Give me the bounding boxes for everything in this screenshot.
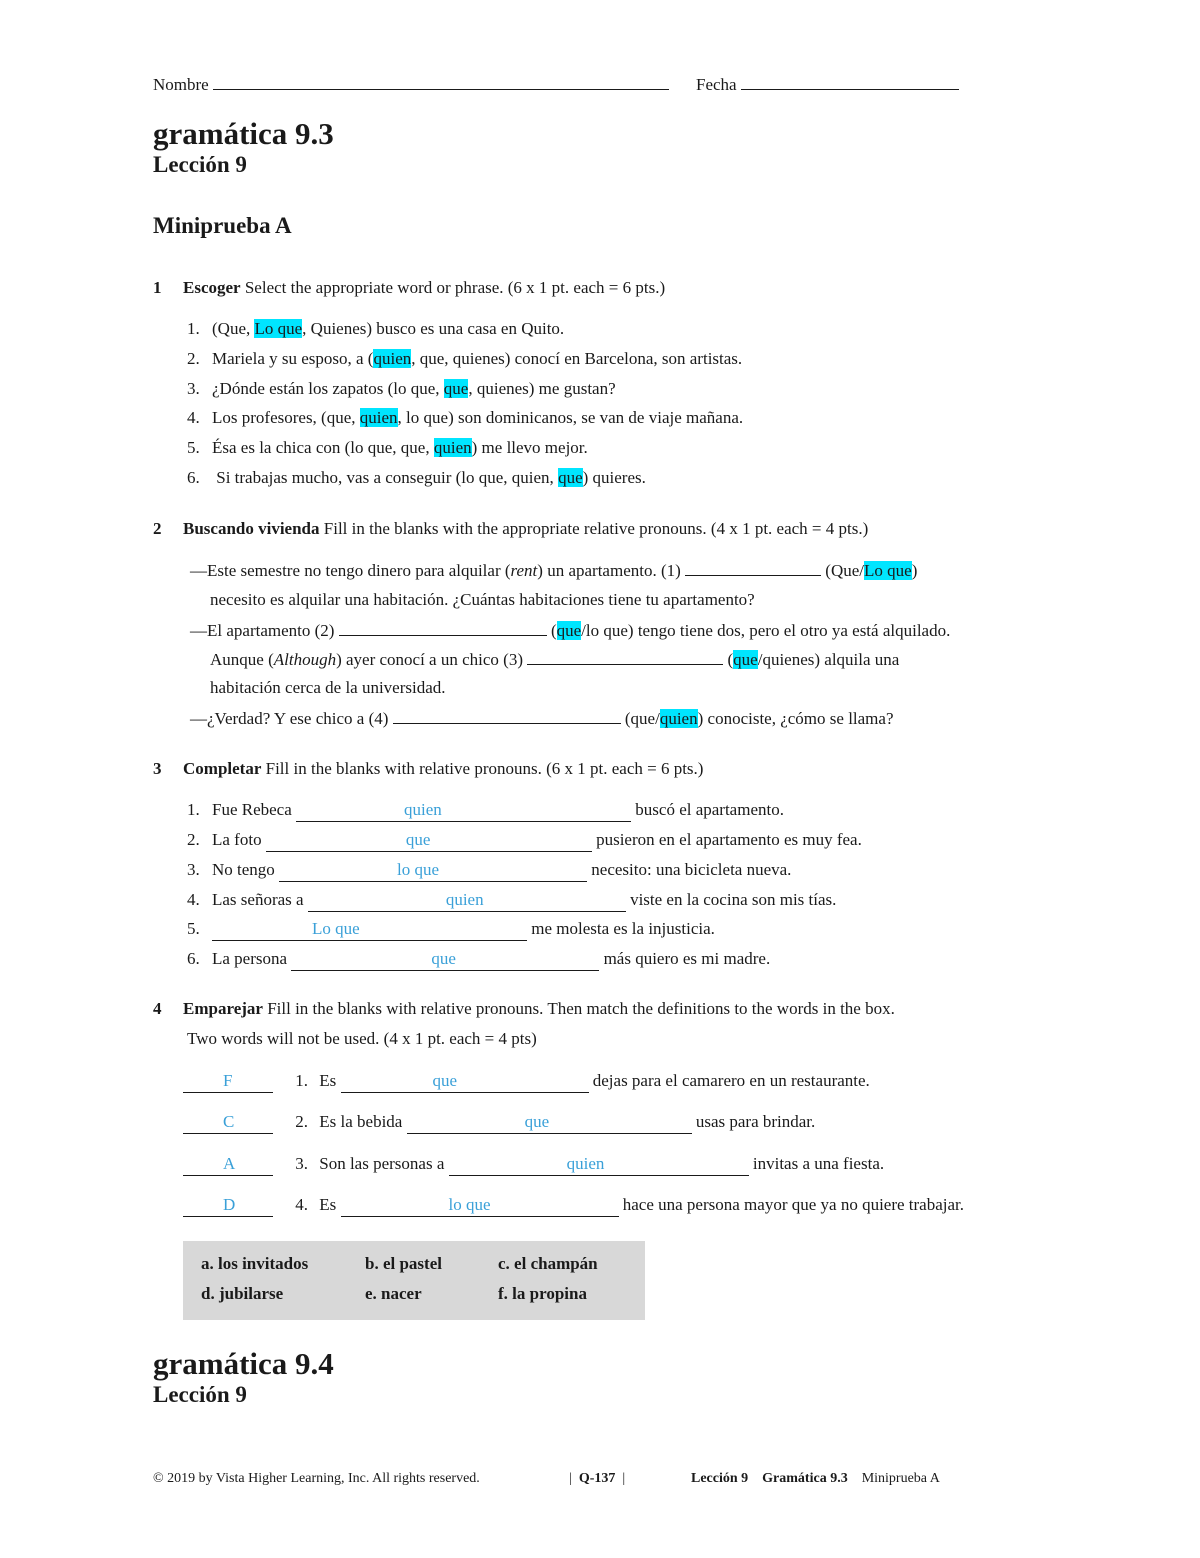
- s4-item: C 2. Es la bebida que usas para brindar.: [183, 1111, 815, 1134]
- s2-line: —Este semestre no tengo dinero para alquilar (rent) un apartamento. (1) (Que/Lo que): [190, 561, 918, 580]
- filled-answer[interactable]: que: [407, 1111, 692, 1134]
- lesson-heading: Lección 9: [153, 152, 247, 177]
- section-instructions: Fill in the blanks with the appropriate relative pronouns. (4 x 1 pt. each = 4 pts.): [323, 519, 869, 538]
- selected-answer[interactable]: que: [556, 621, 582, 640]
- match-letter[interactable]: D: [183, 1194, 273, 1217]
- filled-answer[interactable]: Lo que: [212, 918, 527, 941]
- section-instructions: Fill in the blanks with relative pronouns. Then match the definitions to the words in the box.: [267, 999, 895, 1018]
- match-letter[interactable]: C: [183, 1111, 273, 1134]
- s2-line: Aunque (Although) ayer conocí a un chico (3) (que/quienes) alquila una: [210, 650, 900, 669]
- word-box-item: a. los invitados: [201, 1254, 309, 1273]
- section-title: Escoger: [183, 278, 241, 297]
- word-box-item: c. el champán: [498, 1254, 598, 1273]
- s3-item: 4. Las señoras a quien viste en la cocina son mis tías.: [187, 889, 836, 912]
- section-1-header: [153, 277, 665, 299]
- section-number: 2: [153, 519, 162, 538]
- copyright: © 2019 by Vista Higher Learning, Inc. All rights reserved.: [153, 1471, 480, 1486]
- word-box-item: f. la propina: [498, 1284, 587, 1303]
- s3-item: 5. Lo que me molesta es la injusticia.: [187, 918, 715, 941]
- s3-item: 3. No tengo lo que necesito: una bicicleta nueva.: [187, 859, 791, 882]
- s2-line: —¿Verdad? Y ese chico a (4) (que/quien) conociste, ¿cómo se llama?: [190, 709, 894, 728]
- section-title-9-4: gramática 9.4: [153, 1346, 334, 1381]
- filled-answer[interactable]: lo que: [341, 1194, 619, 1217]
- section-4-instructions-cont: Two words will not be used. (4 x 1 pt. each = 4 pts): [187, 1029, 537, 1048]
- name-blank[interactable]: [213, 73, 669, 90]
- section-instructions: Fill in the blanks with relative pronouns. (6 x 1 pt. each = 6 pts.): [265, 759, 704, 778]
- filled-answer[interactable]: quien: [449, 1153, 749, 1176]
- filled-answer[interactable]: que: [291, 948, 599, 971]
- answer-blank[interactable]: [339, 619, 547, 636]
- selected-answer[interactable]: que: [558, 468, 583, 487]
- match-letter[interactable]: F: [183, 1070, 273, 1093]
- s1-item: 3. ¿Dónde están los zapatos (lo que, que, quienes) me gustan?: [187, 379, 616, 398]
- name-field: [153, 73, 669, 96]
- s1-item: 6. Si trabajas mucho, vas a conseguir (lo que, quien, que) quieres.: [187, 468, 646, 487]
- section-2-header: [153, 518, 868, 540]
- s4-item: D 4. Es lo que hace una persona mayor que ya no quiere trabajar.: [183, 1194, 964, 1217]
- section-number: 4: [153, 999, 162, 1018]
- selected-answer[interactable]: Lo que: [254, 319, 303, 338]
- word-box: [183, 1241, 645, 1320]
- date-field: [696, 73, 959, 96]
- filled-answer[interactable]: quien: [308, 889, 626, 912]
- page-title: gramática 9.3: [153, 116, 334, 151]
- name-label: Nombre: [153, 75, 209, 94]
- section-number: 1: [153, 278, 162, 297]
- s1-item: 5. Ésa es la chica con (lo que, que, quien) me llevo mejor.: [187, 438, 588, 457]
- filled-answer[interactable]: quien: [296, 799, 631, 822]
- answer-blank[interactable]: [393, 707, 621, 724]
- date-label: Fecha: [696, 75, 737, 94]
- section-title: Completar: [183, 759, 262, 778]
- section-4-header: [153, 998, 895, 1020]
- s2-line: necesito es alquilar una habitación. ¿Cuántas habitaciones tiene tu apartamento?: [210, 590, 755, 609]
- s3-item: 1. Fue Rebeca quien buscó el apartamento.: [187, 799, 784, 822]
- word-box-item: e. nacer: [365, 1284, 422, 1303]
- lesson-heading-2: Lección 9: [153, 1382, 247, 1407]
- section-title: Emparejar: [183, 999, 263, 1018]
- section-instructions: Select the appropriate word or phrase. (6 x 1 pt. each = 6 pts.): [244, 278, 666, 297]
- s1-item: 4. Los profesores, (que, quien, lo que) son dominicanos, se van de viaje mañana.: [187, 408, 744, 427]
- quiz-title: Miniprueba A: [153, 213, 292, 238]
- word-box-item: d. jubilarse: [201, 1284, 284, 1303]
- filled-answer[interactable]: lo que: [279, 859, 587, 882]
- selected-answer[interactable]: que: [733, 650, 758, 669]
- section-number: 3: [153, 759, 162, 778]
- selected-answer[interactable]: Lo que: [864, 561, 912, 580]
- page-number-block: | Q-137 |: [569, 1471, 626, 1486]
- s4-item: A 3. Son las personas a quien invitas a una fiesta.: [183, 1153, 884, 1176]
- section-3-header: [153, 758, 703, 780]
- s3-item: 2. La foto que pusieron en el apartamento es muy fea.: [187, 829, 862, 852]
- page-number: Q-137: [578, 1471, 616, 1486]
- footer-lesson: Lección 9 Gramática 9.3 Miniprueba A: [691, 1471, 940, 1486]
- s2-line: habitación cerca de la universidad.: [210, 678, 446, 697]
- answer-blank[interactable]: [685, 559, 821, 576]
- s3-item: 6. La persona que más quiero es mi madre.: [187, 948, 770, 971]
- selected-answer[interactable]: quien: [359, 408, 398, 427]
- filled-answer[interactable]: que: [341, 1070, 589, 1093]
- s2-line: —El apartamento (2) (que/lo que) tengo tiene dos, pero el otro ya está alquilado.: [190, 621, 951, 640]
- selected-answer[interactable]: quien: [433, 438, 472, 457]
- word-box-item: b. el pastel: [365, 1254, 442, 1273]
- date-blank[interactable]: [741, 73, 959, 90]
- answer-blank[interactable]: [527, 648, 723, 665]
- s1-item: 2. Mariela y su esposo, a (quien, que, quienes) conocí en Barcelona, son artistas.: [187, 349, 743, 368]
- s1-item: 1. (Que, Lo que, Quienes) busco es una casa en Quito.: [187, 319, 565, 338]
- selected-answer[interactable]: quien: [373, 349, 412, 368]
- selected-answer[interactable]: quien: [659, 709, 698, 728]
- match-letter[interactable]: A: [183, 1153, 273, 1176]
- section-title: Buscando vivienda: [183, 519, 320, 538]
- filled-answer[interactable]: que: [266, 829, 592, 852]
- s4-item: F 1. Es que dejas para el camarero en un restaurante.: [183, 1070, 870, 1093]
- selected-answer[interactable]: que: [443, 379, 469, 398]
